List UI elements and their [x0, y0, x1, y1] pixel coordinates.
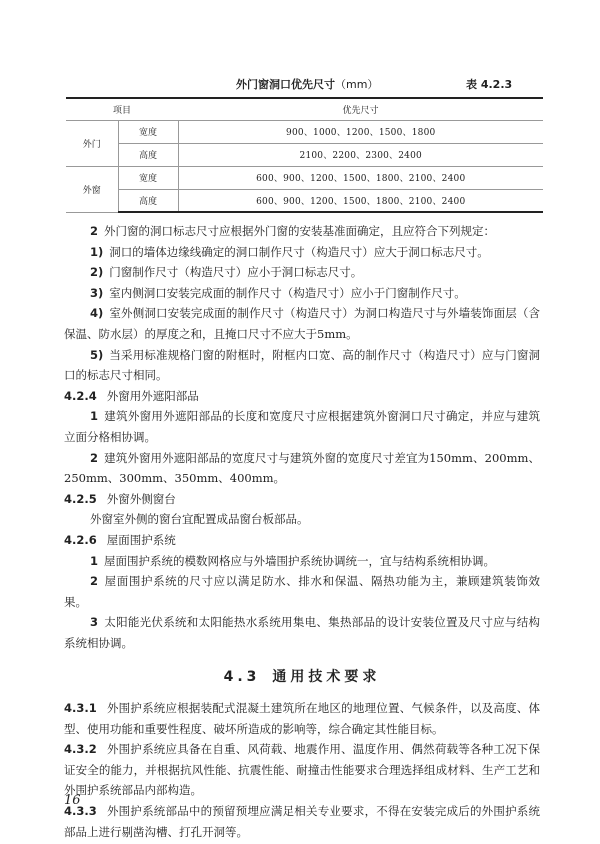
- paragraph: [64, 242, 540, 263]
- clause-heading: [64, 386, 540, 407]
- header-item: 项目: [66, 98, 178, 120]
- row-value: 2100、2200、2300、2400: [178, 143, 543, 166]
- paragraph: [64, 303, 540, 344]
- row-value: 600、900、1200、1500、1800、2100、2400: [178, 166, 543, 189]
- item-number: 3: [90, 615, 99, 630]
- paragraph: [64, 283, 540, 304]
- item-number: 1: [90, 553, 99, 568]
- clause-heading: [64, 489, 540, 510]
- table-caption: 外门窗洞口优先尺寸（mm）: [236, 78, 379, 91]
- paragraph: [64, 345, 540, 386]
- row-value: 600、900、1200、1500、1800、2100、2400: [178, 189, 543, 212]
- paragraph: [64, 262, 540, 283]
- item-number: 2: [90, 224, 99, 238]
- item-number: 1: [90, 409, 99, 424]
- paragraph: [64, 448, 540, 489]
- table-header-row: [66, 98, 543, 120]
- section-heading: [64, 667, 540, 688]
- paragraph: [64, 551, 540, 572]
- item-number: 5): [90, 347, 104, 362]
- paragraph-text: 室内侧洞口安装完成面的制作尺寸（构造尺寸）应小于门窗制作尺寸。: [109, 285, 466, 300]
- row-label: 宽度: [118, 120, 178, 143]
- dimension-table: [66, 97, 543, 213]
- paragraph-text: 外围护系统应根据装配式混凝土建筑所在地区的地理位置、气候条件，以及高度、体型、使用功能和重要性程度、破坏所造成的影响等，综合确定其性能目标。: [64, 701, 540, 736]
- table-row: [66, 189, 543, 212]
- table-row: [66, 143, 543, 166]
- clause-title: 外窗用外遮阳部品: [106, 388, 199, 403]
- group-label: 外窗: [66, 166, 118, 212]
- item-number: 4.3.1: [64, 701, 97, 716]
- table-title: [0, 76, 600, 96]
- paragraph-text: 当采用标准规格门窗的附框时，附框内口宽、高的制作尺寸（构造尺寸）应与门窗洞口的标志尺寸相同。: [64, 347, 540, 383]
- paragraph-text: 建筑外窗用外遮阳部品的长度和宽度尺寸应根据建筑外窗洞口尺寸确定，并应与建筑立面分格相协调。: [64, 409, 540, 444]
- paragraph: [64, 801, 540, 842]
- item-number: 2: [90, 574, 99, 589]
- item-number: 3): [90, 285, 104, 300]
- section-title: 通用技术要求: [272, 669, 381, 686]
- clause-number: 4.2.6: [64, 532, 97, 547]
- paragraph-text: 太阳能光伏系统和太阳能热水系统用集电、集热部品的设计安装位置及尺寸应与结构系统相协调。: [64, 615, 540, 650]
- item-number: 4.3.3: [64, 804, 97, 819]
- item-number: 4.3.2: [64, 742, 97, 757]
- paragraph-text: 门窗制作尺寸（构造尺寸）应小于洞口标志尺寸。: [109, 265, 363, 280]
- paragraph: [64, 571, 540, 612]
- clause-heading: [64, 530, 540, 551]
- paragraph: [64, 406, 540, 447]
- paragraph-text: 外窗室外侧的窗台宜配置成品窗台板部品。: [90, 512, 309, 527]
- page-number: 16: [64, 793, 81, 808]
- paragraph-text: 外围护系统应具备在自重、风荷载、地震作用、温度作用、偶然荷载等各种工况下保证安全的能力，并根据抗风性能、抗震性能、耐撞击性能要求合理选择组成材料、生产工艺和外围护系统部品内部构造。: [64, 742, 540, 798]
- paragraph-text: 室外侧洞口安装完成面的制作尺寸（构造尺寸）为洞口构造尺寸与外墙装饰面层（含保温、防水层）的厚度之和，且掩口尺寸不应大于5mm。: [64, 306, 540, 341]
- paragraph: [64, 698, 540, 739]
- paragraph: [64, 221, 540, 242]
- row-value: 900、1000、1200、1500、1800: [178, 120, 543, 143]
- item-number: 2: [90, 450, 99, 465]
- table-row: [66, 120, 543, 143]
- item-number: 2): [90, 265, 104, 280]
- row-label: 高度: [118, 189, 178, 212]
- paragraph-text: 外门窗的洞口标志尺寸应根据外门窗的安装基准面确定，且应符合下列规定：: [104, 224, 496, 238]
- clause-title: 屋面围护系统: [106, 532, 176, 547]
- document-body: [64, 221, 540, 842]
- paragraph: [64, 612, 540, 653]
- clause-number: 4.2.5: [64, 491, 97, 506]
- table-row: [66, 166, 543, 189]
- row-label: 宽度: [118, 166, 178, 189]
- paragraph: [64, 739, 540, 801]
- clause-number: 4.2.4: [64, 388, 97, 403]
- paragraph-text: 洞口的墙体边缘线确定的洞口制作尺寸（构造尺寸）应大于洞口标志尺寸。: [109, 244, 489, 259]
- table-number: 表 4.2.3: [466, 78, 513, 91]
- item-number: 4): [90, 306, 104, 321]
- row-label: 高度: [118, 143, 178, 166]
- paragraph-text: 建筑外窗用外遮阳部品的宽度尺寸与建筑外窗的宽度尺寸差宜为150mm、200mm、250mm、300mm、350mm、400mm。: [64, 450, 540, 486]
- section-number: 4.3: [223, 669, 261, 686]
- item-number: 1): [90, 244, 104, 259]
- paragraph: [64, 509, 540, 530]
- paragraph-text: 屋面围护系统的尺寸应以满足防水、排水和保温、隔热功能为主，兼顾建筑装饰效果。: [64, 574, 540, 609]
- group-label: 外门: [66, 120, 118, 166]
- paragraph-text: 屋面围护系统的模数网格应与外墙围护系统协调统一，宜与结构系统相协调。: [104, 553, 496, 568]
- paragraph-text: 外围护系统部品中的预留预埋应满足相关专业要求，不得在安装完成后的外围护系统部品上进行剔凿沟槽、打孔开洞等。: [64, 804, 540, 839]
- clause-title: 外窗外侧窗台: [106, 491, 176, 506]
- header-size: 优先尺寸: [178, 98, 543, 120]
